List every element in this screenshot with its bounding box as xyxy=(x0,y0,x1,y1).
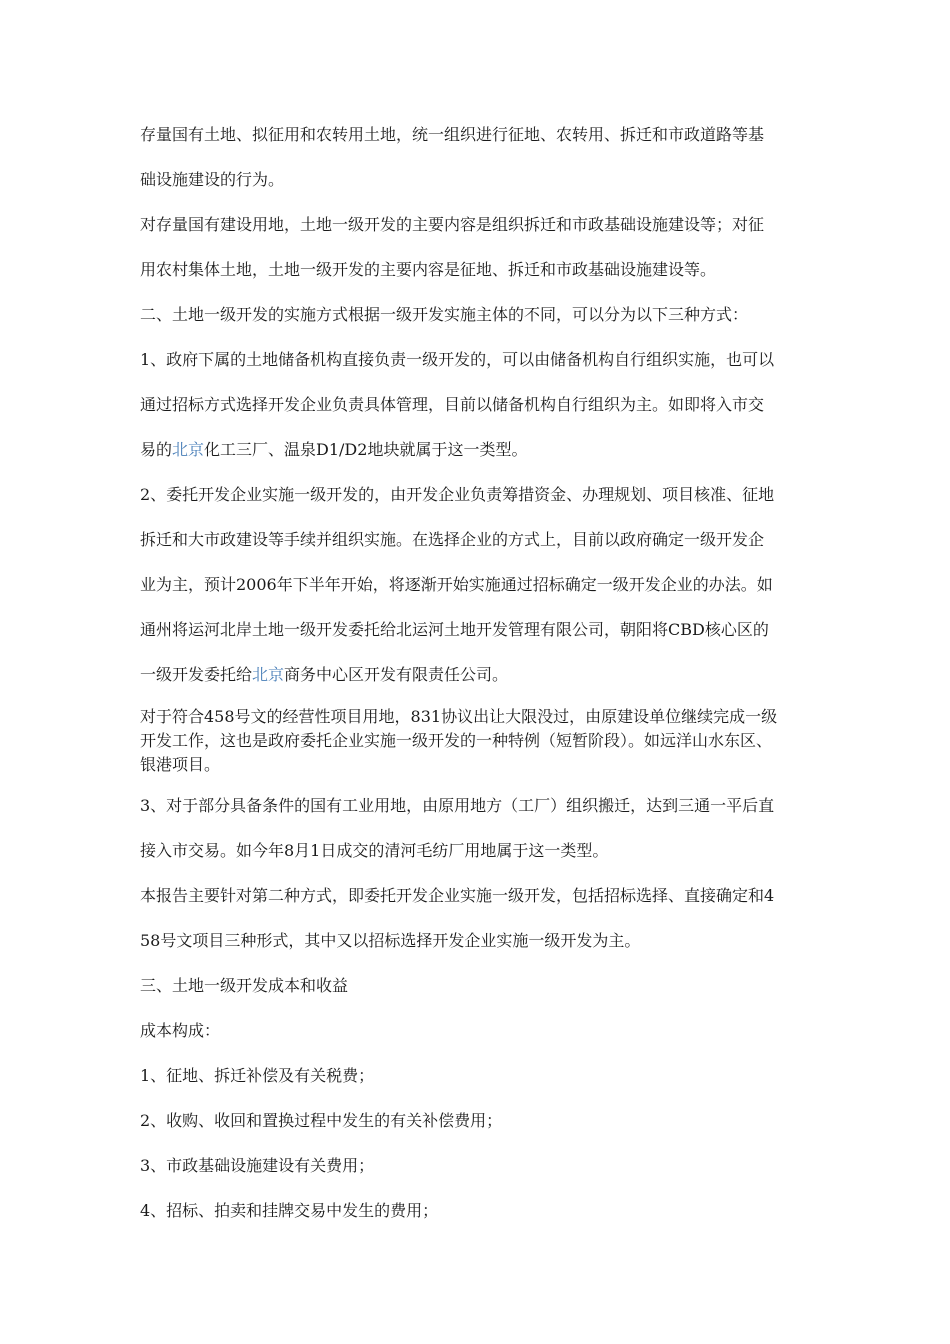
text-segment: 易的 xyxy=(140,440,173,459)
text-line: 开发工作，这也是政府委托企业实施一级开发的一种特例（短暂阶段）。如远洋山水东区、 xyxy=(140,731,773,750)
text-line: 对于符合458号文的经营性项目用地，831协议出让大限没过，由原建设单位继续完成一级 xyxy=(140,707,778,726)
text-line: 通州将运河北岸土地一级开发委托给北运河土地开发管理有限公司，朝阳将CBD核心区的 xyxy=(140,620,769,639)
text-line xyxy=(140,427,820,472)
text-segment: 化工三厂、温泉D1/D2地块就属于这一类型。 xyxy=(204,440,528,459)
beijing-link[interactable]: 北京 xyxy=(172,440,205,459)
text-line: 1、政府下属的土地储备机构直接负责一级开发的，可以由储备机构自行组织实施，也可以 xyxy=(140,350,775,369)
list-item: 3、市政基础设施建设有关费用； xyxy=(140,1156,375,1175)
text-line: 存量国有土地、拟征用和农转用土地，统一组织进行征地、农转用、拆迁和市政道路等基 xyxy=(140,125,765,144)
list-item: 2、收购、收回和置换过程中发生的有关补偿费用； xyxy=(140,1111,503,1130)
text-line: 3、对于部分具备条件的国有工业用地，由原用地方（工厂）组织搬迁，达到三通一平后直 xyxy=(140,796,775,815)
list-item: 4、招标、拍卖和挂牌交易中发生的费用； xyxy=(140,1201,439,1220)
list-item: 1、征地、拆迁补偿及有关税费； xyxy=(140,1066,375,1085)
text-segment: 一级开发委托给 xyxy=(140,665,253,684)
text-line: 本报告主要针对第二种方式，即委托开发企业实施一级开发，包括招标选择、直接确定和4 xyxy=(140,886,775,905)
text-line: 成本构成： xyxy=(140,1021,221,1040)
document-body xyxy=(140,112,820,1233)
section-heading: 三、土地一级开发成本和收益 xyxy=(140,976,349,995)
text-line: 2、委托开发企业实施一级开发的，由开发企业负责筹措资金、办理规划、项目核准、征地 xyxy=(140,485,775,504)
text-line: 58号文项目三种形式，其中又以招标选择开发企业实施一级开发为主。 xyxy=(140,931,641,950)
text-line: 业为主，预计2006年下半年开始，将逐渐开始实施通过招标确定一级开发企业的办法。如 xyxy=(140,575,773,594)
text-line: 接入市交易。如今年8月1日成交的清河毛纺厂用地属于这一类型。 xyxy=(140,841,609,860)
text-line: 对存量国有建设用地，土地一级开发的主要内容是组织拆迁和市政基础设施建设等；对征 xyxy=(140,215,765,234)
text-line xyxy=(140,652,820,697)
section-heading: 二、土地一级开发的实施方式根据一级开发实施主体的不同，可以分为以下三种方式： xyxy=(140,305,749,324)
text-line: 银港项目。 xyxy=(140,755,221,774)
text-line: 拆迁和大市政建设等手续并组织实施。在选择企业的方式上，目前以政府确定一级开发企 xyxy=(140,530,765,549)
text-segment: 商务中心区开发有限责任公司。 xyxy=(284,665,509,684)
text-line: 用农村集体土地，土地一级开发的主要内容是征地、拆迁和市政基础设施建设等。 xyxy=(140,260,717,279)
text-line: 通过招标方式选择开发企业负责具体管理，目前以储备机构自行组织为主。如即将入市交 xyxy=(140,395,765,414)
beijing-link[interactable]: 北京 xyxy=(252,665,285,684)
text-line: 础设施建设的行为。 xyxy=(140,170,285,189)
